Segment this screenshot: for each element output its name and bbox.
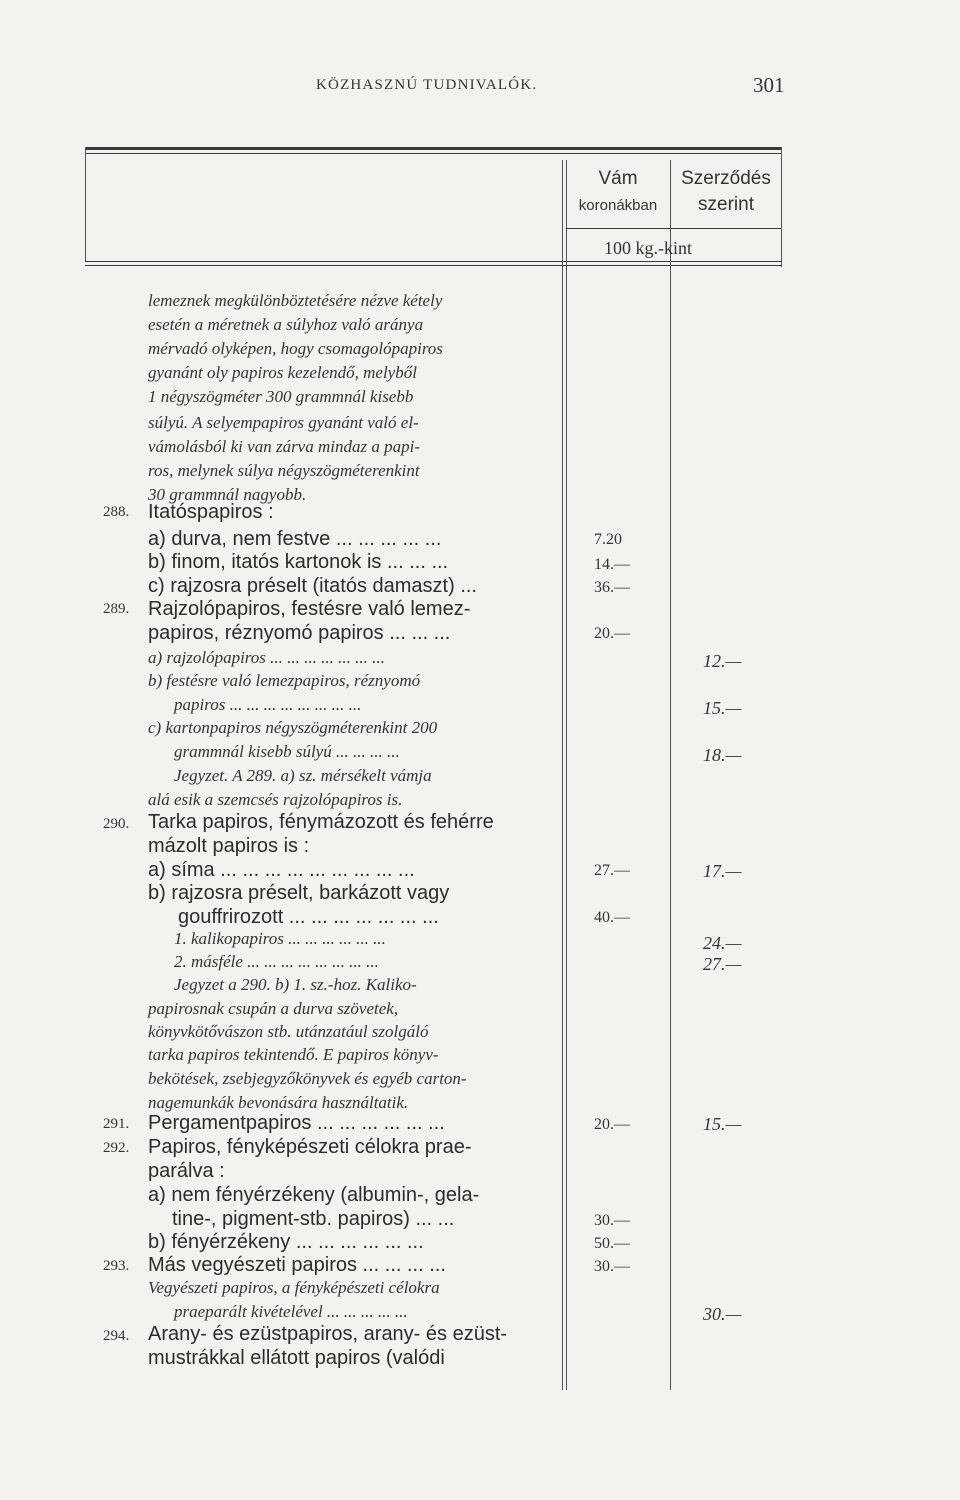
text-line: 30 grammnál nagyobb. <box>148 485 307 504</box>
note-line: papirosnak csupán a durva szövetek, <box>148 999 399 1018</box>
item-title: Rajzolópapiros, festésre való lemez- <box>148 598 471 620</box>
item-title: parálva : <box>148 1160 225 1182</box>
duty-value: 7.20 <box>594 531 622 548</box>
item-title: papiros, réznyomó papiros ... ... ... <box>148 622 451 644</box>
item-title: Más vegyészeti papiros ... ... ... ... <box>148 1254 446 1276</box>
header-vam: Vám <box>598 168 638 189</box>
item-title: Papiros, fényképészeti célokra prae- <box>148 1136 472 1158</box>
sub-item: praeparált kivételével ... ... ... ... ... <box>174 1302 408 1321</box>
duty-value: 50.— <box>594 1235 630 1252</box>
item-title: Tarka papiros, fénymázozott és fehérre <box>148 811 494 833</box>
item-number: 289. <box>103 601 130 617</box>
text-line: esetén a méretnek a súlyhoz való aránya <box>148 315 424 334</box>
note-line: bekötések, zsebjegyzőkönyvek és egyéb carton- <box>148 1069 467 1088</box>
sub-item: c) kartonpapiros négyszögméterenkint 200 <box>148 718 438 737</box>
duty-value: 20.— <box>594 1116 630 1133</box>
sub-item: c) rajzosra préselt (itatós damaszt) ... <box>148 575 477 597</box>
top-rule-thick <box>85 147 782 150</box>
treaty-value: 17.— <box>703 861 742 881</box>
treaty-value: 27.— <box>703 954 742 974</box>
sub-item: b) finom, itatós kartonok is ... ... ... <box>148 551 449 573</box>
left-border <box>85 147 86 262</box>
item-title: Pergamentpapiros ... ... ... ... ... ... <box>148 1112 445 1134</box>
note-line: alá esik a szemcsés rajzolópapiros is. <box>148 790 403 809</box>
duty-value: 20.— <box>594 625 630 642</box>
duty-value: 14.— <box>594 556 630 573</box>
duty-value: 30.— <box>594 1258 630 1275</box>
item-title: Arany- és ezüstpapiros, arany- és ezüst- <box>148 1323 508 1345</box>
header-szerzodes: Szerződés <box>681 168 771 189</box>
header-rule-columns <box>566 228 781 229</box>
sub-item: a) síma ... ... ... ... ... ... ... ... ... <box>148 859 415 881</box>
text-line: gyanánt oly papiros kezelendő, melyből <box>148 363 417 382</box>
treaty-value: 30.— <box>703 1304 742 1324</box>
item-title: mázolt papiros is : <box>148 835 310 857</box>
text-line: 1 négyszögméter 300 grammnál kisebb <box>148 387 414 406</box>
sub-item: grammnál kisebb súlyú ... ... ... ... <box>174 742 400 761</box>
note-line: nagemunkák bevonására használtatik. <box>148 1093 409 1112</box>
duty-value: 27.— <box>594 862 630 879</box>
item-number: 292. <box>103 1140 130 1156</box>
note-line: könyvkötővászon stb. utánzatául szolgáló <box>148 1022 429 1041</box>
item-number: 294. <box>103 1328 130 1344</box>
duty-value: 40.— <box>594 909 630 926</box>
sub-item: tine-, pigment-stb. papiros) ... ... <box>172 1208 455 1230</box>
sub-item: b) fényérzékeny ... ... ... ... ... ... <box>148 1231 424 1253</box>
item-number: 291. <box>103 1116 130 1132</box>
text-line: súlyú. A selyempapiros gyanánt való el- <box>148 413 419 432</box>
treaty-value: 18.— <box>703 745 742 765</box>
sub-item: a) nem fényérzékeny (albumin-, gela- <box>148 1184 480 1206</box>
header-unit: 100 kg.-kint <box>604 238 692 258</box>
column-divider-1 <box>562 160 563 1390</box>
sub-item: a) rajzolópapiros ... ... ... ... ... ... ... <box>148 648 385 667</box>
page-number: 301 <box>753 73 785 97</box>
sub-item: 1. kalikopapiros ... ... ... ... ... ... <box>174 929 386 948</box>
sub-item: a) durva, nem festve ... ... ... ... ... <box>148 528 442 550</box>
header-vam-unit: koronákban <box>578 197 658 214</box>
duty-value: 36.— <box>594 579 630 596</box>
note-line: Jegyzet a 290. b) 1. sz.-hoz. Kaliko- <box>174 975 417 994</box>
text-line: lemeznek megkülönböztetésére nézve kétely <box>148 291 443 310</box>
treaty-value: 12.— <box>703 651 742 671</box>
header-szerint: szerint <box>698 194 754 215</box>
running-head: KÖZHASZNÚ TUDNIVALÓK. <box>316 77 538 93</box>
item-title: mustrákkal ellátott papiros (valódi <box>148 1347 445 1369</box>
note-line: Jegyzet. A 289. a) sz. mérsékelt vámja <box>174 766 432 785</box>
sub-item: gouffrirozott ... ... ... ... ... ... ... <box>178 906 439 928</box>
treaty-value: 24.— <box>703 933 742 953</box>
top-rule-thin <box>85 153 782 154</box>
sub-item: b) festésre való lemezpapiros, réznyomó <box>148 671 421 690</box>
header-bottom-rule-1 <box>85 261 782 262</box>
sub-item: 2. másféle ... ... ... ... ... ... ... ... <box>174 952 379 971</box>
treaty-value: 15.— <box>703 698 742 718</box>
header-bottom-rule-2 <box>85 265 782 266</box>
text-line: mérvadó olyképen, hogy csomagolópapiros <box>148 339 443 358</box>
column-divider-3 <box>670 160 671 1390</box>
sub-item: Vegyészeti papiros, a fényképészeti célokra <box>148 1278 440 1297</box>
item-number: 288. <box>103 504 130 520</box>
column-divider-2 <box>566 160 567 1390</box>
item-number: 290. <box>103 816 130 832</box>
sub-item: b) rajzosra préselt, barkázott vagy <box>148 882 450 904</box>
text-line: vámolásból ki van zárva mindaz a papi- <box>148 437 420 456</box>
note-line: tarka papiros tekintendő. E papiros könyv- <box>148 1045 439 1064</box>
sub-item: papiros ... ... ... ... ... ... ... ... <box>174 695 362 714</box>
treaty-value: 15.— <box>703 1114 742 1134</box>
duty-value: 30.— <box>594 1212 630 1229</box>
text-line: ros, melynek súlya négyszögméterenkint <box>148 461 420 480</box>
item-title: Itatóspapiros : <box>148 501 274 523</box>
item-number: 293. <box>103 1258 130 1274</box>
